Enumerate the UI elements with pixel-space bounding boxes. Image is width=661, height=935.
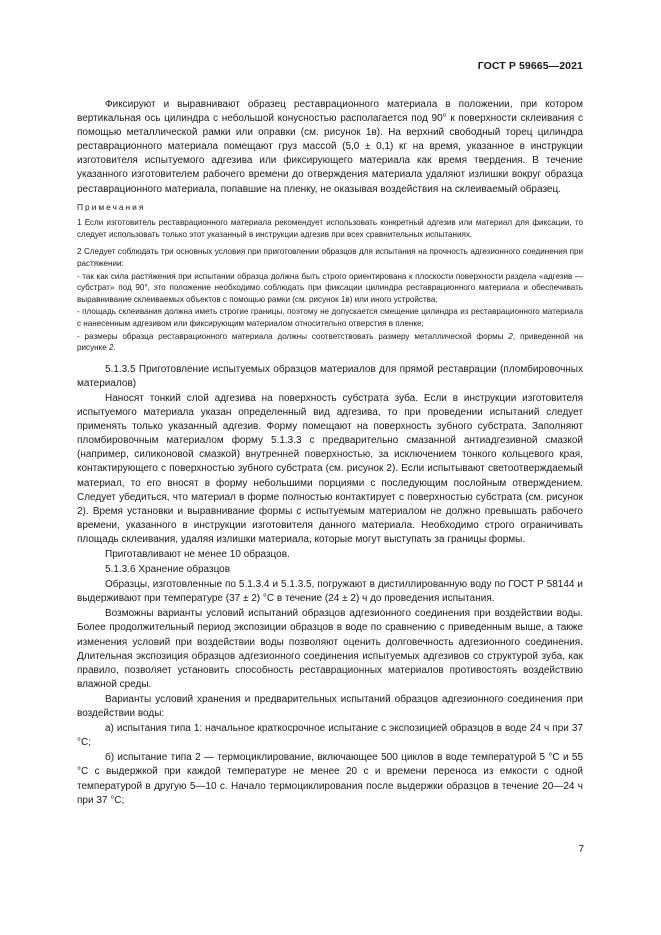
page-number: 7 xyxy=(578,844,584,855)
notes-block xyxy=(77,202,583,354)
paragraph-fixation: Фиксируют и выравнивают образец реставрационного материала в положении, при котором вертикальная ось цилиндра с небольшой конусностью располагается под 90° к поверхности склеивания с помощью металлической рамки или оправки (см. рисунок 1в). На верхний свободный торец цилиндра реставрационного материала помещают груз массой (5,0 ± 0,1) кг на время, указанное в инструкции изготовителя испытуемого адгезива или фиксирующего материала как время твердения. В течение указанного изготовителем рабочего времени до отверждения материала удаляют излишки вокруг образца реставрационного материала, попавшие на пленку, не оказывая воздействия на склеиваемый образец. xyxy=(77,99,583,195)
paragraph-sample-count: Приготавливают не менее 10 образцов. xyxy=(105,549,290,560)
note-2-item-c-mid: , приведенной на рисунке xyxy=(77,331,584,353)
section-5-1-3-6-heading: 5.1.3.6 Хранение образцов xyxy=(105,564,231,576)
note-2: 2 Следует соблюдать три основных условия при приготовлении образцов для испытания на прочность адгезионного соединения при растяжении: xyxy=(77,247,583,269)
note-1: 1 Если изготовитель реставрационного материала рекомендует использовать конкретный адгезив или материал для фиксации, то следует использовать только этот указанный в инструкции адгезив при всех сравнительных испытаниях. xyxy=(77,218,583,239)
paragraph-storage: Образцы, изготовленные по 5.1.3.4 и 5.1.3.5, погружают в дистиллированную воду по ГОСТ Р 58144 и выдерживают при температуре (37 ± 2) °С в течение (24 ± 2) ч до проведения испытания. xyxy=(77,579,583,605)
standard-designation: ГОСТ Р 59665—2021 xyxy=(477,60,583,72)
page-content xyxy=(77,98,583,808)
note-2-item-c xyxy=(77,331,583,354)
note-2-item-c-start: - размеры образца реставрационного материала должны соответствовать размеру металлической формы xyxy=(77,331,509,341)
notes-heading: Примечания xyxy=(77,201,146,212)
paragraph-storage-variants: Варианты условий хранения и предварительных испытаний образцов адгезионного соединения при воздействии воды: xyxy=(77,693,583,720)
list-item-b: б) испытание типа 2 — термоциклирование, включающее 500 циклов в воде температурой 5 °С и 55 °С с выдержкой при каждой температуре не менее 20 с и времени переноса из емкости с одной температурой в другую 5—10 с. Начало термоциклирования после выдержки образцов в течение 20—24 ч при 37 °С; xyxy=(77,752,583,806)
paragraph-adhesive-application: Наносят тонкий слой адгезива на поверхность субстрата зуба. Если в инструкции изготовителя испытуемого материала указан определенный вид адгезива, то при проведении испытаний следует применять только указанный адгезив. Форму помещают на поверхность зубного субстрата. Заполняют пломбировочным материалом форму 5.1.3.3 с предварительно смазанной антиадгезивной смазкой (например, силиконовой смазкой) внутренней поверхностью, за исключением тонкого кольцевого края, контактирующего с поверхностью зубного субстрата (см. рисунок 2). Если испытывают светоотверждаемый материал, то его вносят в форму небольшими порциями с последующим послойным отверждением. Следует убедиться, что материал в форме полностью контактирует с поверхностью субстрата (см. рисунок 2). Время установки и выравнивание формы с испытуемым материалом не должно превышать рабочего времени, указанного в инструкции изготовителя данного материала. Необходимо строго ограничивать площадь склеивания, удаляя излишки материала, которые могут выступать за границы формы. xyxy=(77,392,583,545)
note-2-item-c-figure-number: 2 xyxy=(108,343,114,353)
note-2-item-c-end: . xyxy=(113,343,116,353)
paragraph-test-variants: Возможны варианты условий испытаний образцов адгезионного соединения при воздействии воды. Более продолжительный период экспозиции образцов в воде по сравнению с приведенным выше, а также изменения условий при воздействии воды позволяют оценить долговечность адгезионного соединения. Длительная экспозиция образцов адгезионного соединения испытуемых адгезивов со структурой зуба, как правило, позволяет установить способность реставрационных материалов противостоять воздействию влажной среды. xyxy=(77,608,583,690)
note-2-item-b: - площадь склеивания должна иметь строгие границы, поэтому не допускается смещение цилиндра из реставрационного материала с нанесенным адгезивом или фиксирующим материалом относительно отверстия в пленке; xyxy=(77,307,583,328)
list-item-a: а) испытания типа 1: начальное краткосрочное испытание с экспозицией образцов в воде 24 ч при 37 °С; xyxy=(77,723,583,749)
section-5-1-3-5-heading: 5.1.3.5 Приготовление испытуемых образцов материалов для прямой реставрации (пломбировочных материалов) xyxy=(77,363,583,389)
note-2-item-a: - так как сила растяжения при испытании образца должна быть строго ориентирована к плоскости поверхности раздела «адгезив — субстрат» под 90°, это положение необходимо соблюдать при фиксации цилиндра реставрационного материала и обеспечивать выравнивание склеиваемых объектов с помощью рамки (см. рисунок 1в) или иного устройства; xyxy=(77,271,583,304)
note-2-item-c-form-number: 2 xyxy=(508,331,513,341)
